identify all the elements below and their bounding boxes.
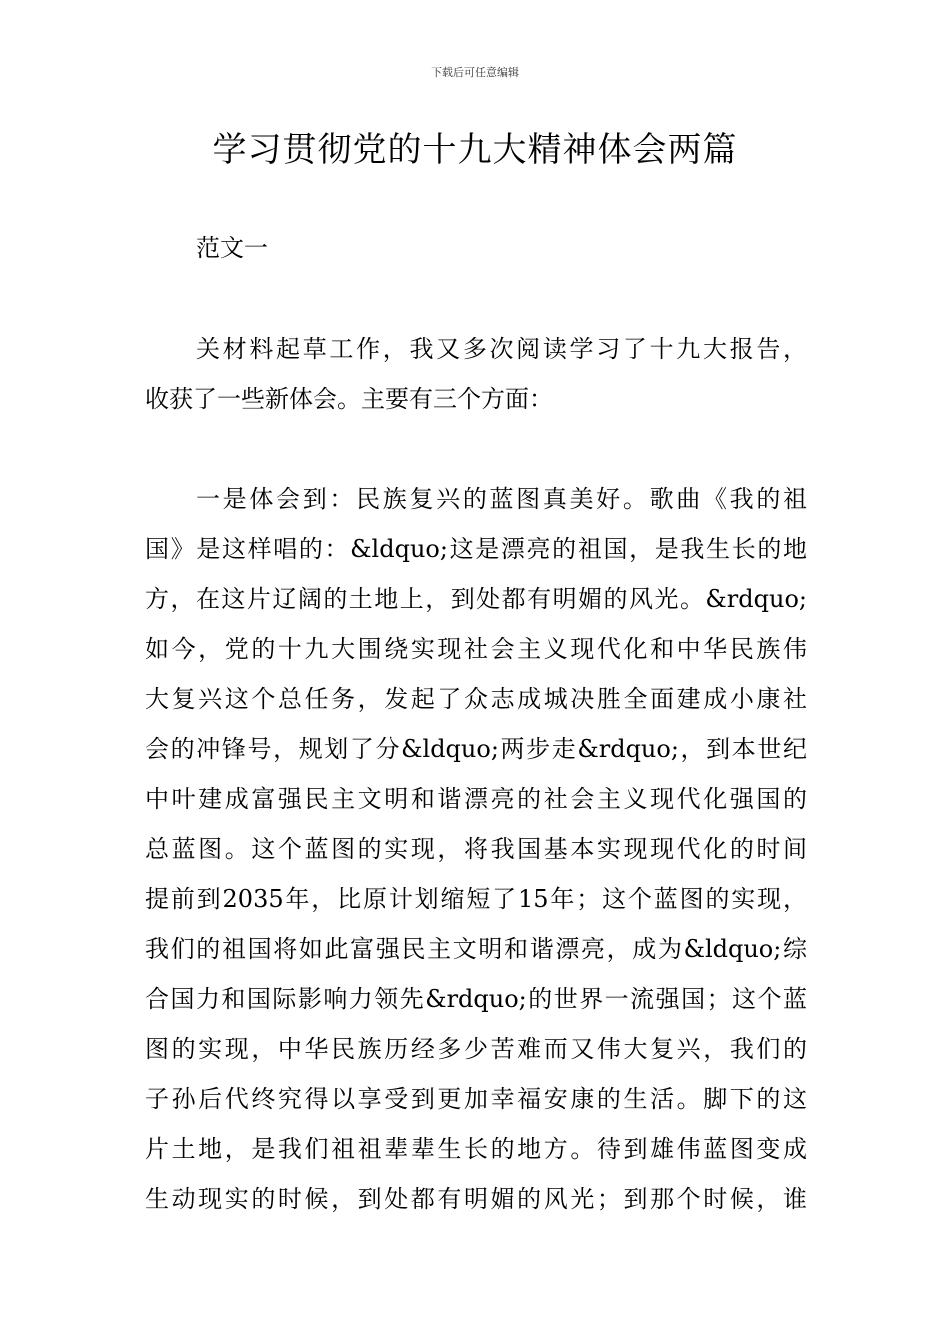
section-label: 范文一 bbox=[196, 234, 268, 262]
text-line: 大复兴这个总任务，发起了众志成城决胜全面建成小康社 bbox=[145, 685, 807, 713]
text-line: 子孙后代终究得以享受到更加幸福安康的生活。脚下的这 bbox=[145, 1085, 807, 1113]
text-line: 生动现实的时候，到处都有明媚的风光；到那个时候，谁 bbox=[145, 1185, 807, 1213]
text-line: 关材料起草工作，我又多次阅读学习了十九大报告， bbox=[196, 335, 807, 363]
text-line: 会的冲锋号，规划了分&ldquo;两步走&rdquo;，到本世纪 bbox=[145, 735, 807, 763]
text-line: 如今，党的十九大围绕实现社会主义现代化和中华民族伟 bbox=[145, 635, 807, 663]
text-line: 方，在这片辽阔的土地上，到处都有明媚的风光。&rdquo; bbox=[145, 585, 807, 613]
document-title: 学习贯彻党的十九大精神体会两篇 bbox=[212, 130, 738, 170]
text-line: 片土地，是我们祖祖辈辈生长的地方。待到雄伟蓝图变成 bbox=[145, 1135, 807, 1163]
header-note: 下载后可任意编辑 bbox=[431, 66, 519, 79]
text-line: 我们的祖国将如此富强民主文明和谐漂亮，成为&ldquo;综 bbox=[145, 935, 807, 963]
text-line: 提前到2035年，比原计划缩短了15年；这个蓝图的实现， bbox=[145, 885, 807, 913]
text-line: 图的实现，中华民族历经多少苦难而又伟大复兴，我们的 bbox=[145, 1035, 807, 1063]
text-line: 合国力和国际影响力领先&rdquo;的世界一流强国；这个蓝 bbox=[145, 985, 807, 1013]
text-line: 总蓝图。这个蓝图的实现，将我国基本实现现代化的时间 bbox=[145, 835, 807, 863]
text-line: 一是体会到：民族复兴的蓝图真美好。歌曲《我的祖 bbox=[196, 485, 807, 513]
text-line: 收获了一些新体会。主要有三个方面： bbox=[145, 385, 553, 413]
text-line: 国》是这样唱的：&ldquo;这是漂亮的祖国，是我生长的地 bbox=[145, 535, 807, 563]
text-line: 中叶建成富强民主文明和谐漂亮的社会主义现代化强国的 bbox=[145, 785, 807, 813]
